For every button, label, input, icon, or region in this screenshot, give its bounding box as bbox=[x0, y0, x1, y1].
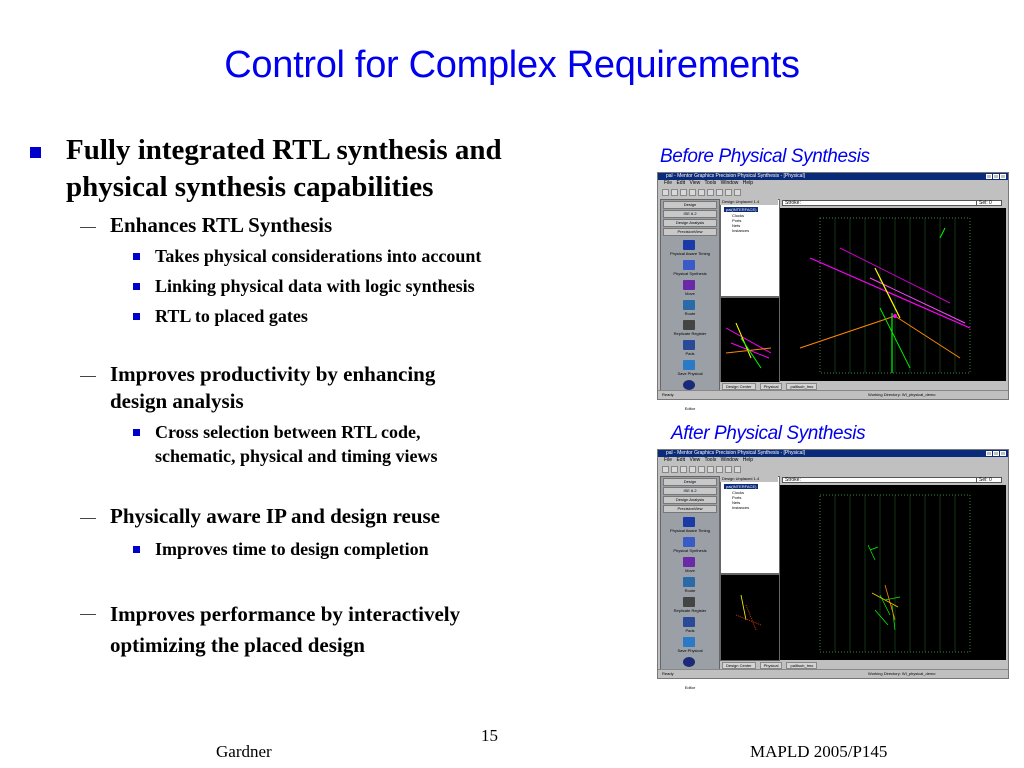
zoom-in-icon[interactable] bbox=[698, 466, 705, 473]
menu-edit[interactable]: Edit bbox=[676, 180, 686, 186]
magnifier-icon[interactable] bbox=[683, 380, 695, 390]
square-bullet-icon bbox=[30, 147, 41, 158]
tab-unplaced[interactable]: Unplaced bbox=[735, 199, 753, 204]
status-text: Ready bbox=[662, 392, 674, 397]
screenshot-before bbox=[657, 172, 1009, 411]
bottom-tabs bbox=[720, 661, 1006, 669]
minimize-icon[interactable] bbox=[986, 174, 992, 179]
replicate-register-icon[interactable] bbox=[683, 597, 695, 607]
sub-bullet-text: design analysis bbox=[110, 389, 244, 413]
magnifier-icon[interactable] bbox=[683, 657, 695, 667]
zoom-in-icon[interactable] bbox=[698, 189, 705, 196]
new-file-icon[interactable] bbox=[662, 189, 669, 196]
action-label: Move bbox=[685, 291, 695, 296]
window-controls bbox=[986, 174, 1006, 179]
tab-file[interactable]: pal6sub_tmo bbox=[786, 662, 817, 669]
item-text: Improves time to design completion bbox=[155, 539, 429, 559]
item-bullet bbox=[30, 274, 630, 298]
stroke-bar bbox=[780, 476, 1006, 484]
arrow-icon[interactable] bbox=[725, 466, 732, 473]
tree-tabs bbox=[720, 476, 778, 482]
action-label: Route bbox=[684, 311, 696, 316]
print-icon[interactable] bbox=[689, 466, 696, 473]
action-label: Physical Synthesis bbox=[673, 548, 707, 553]
sidebar-button-precisionview[interactable]: PrecisionView bbox=[663, 505, 717, 513]
small-square-bullet-icon bbox=[133, 283, 140, 290]
action-label: Editor bbox=[684, 406, 696, 411]
sub-bullet-text: Improves productivity by enhancing bbox=[110, 362, 436, 386]
sub-bullet-productivity bbox=[30, 361, 630, 415]
stroke-field[interactable] bbox=[782, 477, 980, 483]
route-icon[interactable] bbox=[683, 300, 695, 310]
tree-item-clocks[interactable]: Clocks bbox=[732, 213, 745, 218]
action-label: Editor bbox=[684, 685, 696, 690]
action-label: Physical Aware Timing bbox=[670, 251, 710, 256]
synthesis-icon[interactable] bbox=[683, 260, 695, 270]
minimap-panel[interactable] bbox=[720, 297, 780, 384]
menu-file[interactable]: File bbox=[664, 180, 673, 186]
sidebar-button-ise[interactable]: ISE 6.2 bbox=[663, 487, 717, 495]
bottom-tabs bbox=[720, 382, 1006, 390]
small-square-bullet-icon bbox=[133, 429, 140, 436]
physical-canvas[interactable] bbox=[780, 208, 1006, 381]
caption-before: Before Physical Synthesis bbox=[660, 146, 870, 167]
toolbar bbox=[658, 464, 1008, 474]
tree-item-instances[interactable]: Instances bbox=[732, 505, 750, 510]
toolbar bbox=[658, 187, 1008, 197]
dash-bullet-icon bbox=[80, 518, 96, 519]
dash-bullet-icon bbox=[80, 376, 96, 377]
sub-bullet-text: optimizing the placed design bbox=[110, 633, 365, 657]
tree-item-nets[interactable]: Nets bbox=[732, 500, 741, 505]
menu-tools[interactable]: Tools bbox=[704, 457, 717, 463]
action-label: Physical Aware Timing bbox=[670, 528, 710, 533]
item-text: schematic, physical and timing views bbox=[155, 446, 438, 466]
small-square-bullet-icon bbox=[133, 253, 140, 260]
action-label: Replicate Register bbox=[673, 608, 707, 613]
sidebar-button-precisionview[interactable]: PrecisionView bbox=[663, 228, 717, 236]
tree-root[interactable]: pal(INTERFACE) bbox=[726, 207, 757, 212]
sel-label: Sel: bbox=[979, 200, 988, 206]
menu-window[interactable]: Window bbox=[720, 180, 739, 186]
status-text: Ready bbox=[662, 671, 674, 676]
main-bullet bbox=[30, 132, 630, 206]
stroke-label: Stroke: bbox=[785, 477, 801, 483]
action-label: Replicate Register bbox=[673, 331, 707, 336]
maximize-icon[interactable] bbox=[993, 451, 999, 456]
menu-window[interactable]: Window bbox=[720, 457, 739, 463]
dash-bullet-icon bbox=[80, 227, 96, 228]
sel-value: 0 bbox=[989, 477, 992, 483]
new-file-icon[interactable] bbox=[662, 466, 669, 473]
menu-tools[interactable]: Tools bbox=[704, 180, 717, 186]
help-icon[interactable] bbox=[734, 466, 741, 473]
tree-root[interactable]: pal(INTERFACE) bbox=[726, 484, 757, 489]
close-icon[interactable] bbox=[1000, 451, 1006, 456]
item-text: Cross selection between RTL code, bbox=[155, 422, 421, 442]
save-icon[interactable] bbox=[680, 466, 687, 473]
tree-item-nets[interactable]: Nets bbox=[732, 223, 741, 228]
menu-edit[interactable]: Edit bbox=[676, 457, 686, 463]
minimap-nets bbox=[721, 575, 779, 660]
design-tree-panel bbox=[720, 476, 780, 574]
item-bullet bbox=[30, 420, 630, 468]
close-icon[interactable] bbox=[1000, 174, 1006, 179]
minimap-panel[interactable] bbox=[720, 574, 780, 661]
sidebar-button-ise[interactable]: ISE 6.2 bbox=[663, 210, 717, 218]
tree-tabs bbox=[720, 199, 778, 205]
open-folder-icon[interactable] bbox=[671, 189, 678, 196]
print-icon[interactable] bbox=[689, 189, 696, 196]
sel-label: Sel: bbox=[979, 477, 988, 483]
main-bullet-line-1: Fully integrated RTL synthesis and bbox=[66, 134, 502, 166]
working-directory: Working Directory: Wl_physical_demo bbox=[868, 392, 936, 397]
footer-conference: MAPLD 2005/P145 bbox=[750, 742, 888, 761]
save-physical-icon[interactable] bbox=[683, 637, 695, 647]
maximize-icon[interactable] bbox=[993, 174, 999, 179]
sidebar-button-design-analysis[interactable]: Design Analysis bbox=[663, 496, 717, 504]
working-directory: Working Directory: Wl_physical_demo bbox=[868, 671, 936, 676]
tree-item-instances[interactable]: Instances bbox=[732, 228, 750, 233]
stroke-field[interactable] bbox=[782, 200, 980, 206]
sidebar-button-design-analysis[interactable]: Design Analysis bbox=[663, 219, 717, 227]
slide-title: Control for Complex Requirements bbox=[224, 44, 800, 86]
window-controls bbox=[986, 451, 1006, 456]
tab-unplaced[interactable]: Unplaced bbox=[735, 476, 753, 481]
minimize-icon[interactable] bbox=[986, 451, 992, 456]
zoom-out-icon[interactable] bbox=[707, 189, 714, 196]
item-bullet bbox=[30, 304, 630, 328]
sub-bullet-ip-reuse bbox=[30, 503, 630, 530]
tree-item-clocks[interactable]: Clocks bbox=[732, 490, 745, 495]
arrow-icon[interactable] bbox=[725, 189, 732, 196]
status-bar bbox=[658, 390, 1008, 399]
page-number: 15 bbox=[481, 726, 498, 745]
help-icon[interactable] bbox=[734, 189, 741, 196]
tree-item-ports[interactable]: Ports bbox=[732, 495, 742, 500]
sub-bullet-text: Improves performance by interactively bbox=[110, 602, 461, 626]
stroke-label: Stroke: bbox=[785, 200, 801, 206]
action-label: Move bbox=[685, 568, 695, 573]
menu-bar bbox=[658, 457, 1008, 464]
timing-icon[interactable] bbox=[683, 240, 695, 250]
window-title-bar bbox=[658, 450, 1008, 457]
tab-design[interactable]: Design bbox=[722, 476, 735, 481]
move-icon[interactable] bbox=[683, 280, 695, 290]
action-label: Save Physical bbox=[677, 371, 703, 376]
save-physical-icon[interactable] bbox=[683, 360, 695, 370]
tab-physical[interactable]: Physical bbox=[760, 383, 783, 390]
sidebar-button-design[interactable]: Design bbox=[663, 201, 717, 209]
menu-view[interactable]: View bbox=[689, 180, 701, 186]
menu-bar bbox=[658, 180, 1008, 187]
sub-bullet-enhances bbox=[30, 212, 630, 239]
sub-bullet-text: Enhances RTL Synthesis bbox=[110, 213, 333, 237]
tab-version[interactable]: 1.4 bbox=[753, 199, 760, 204]
item-text: Linking physical data with logic synthesis bbox=[155, 276, 475, 296]
tab-version[interactable]: 1.4 bbox=[753, 476, 760, 481]
tab-design-center[interactable]: Design Center bbox=[722, 662, 756, 669]
save-icon[interactable] bbox=[680, 189, 687, 196]
sub-bullet-performance bbox=[30, 599, 630, 661]
design-tree-panel bbox=[720, 199, 780, 297]
window-title-bar bbox=[658, 173, 1008, 180]
menu-file[interactable]: File bbox=[664, 457, 673, 463]
zoom-out-icon[interactable] bbox=[707, 466, 714, 473]
menu-view[interactable]: View bbox=[689, 457, 701, 463]
status-bar bbox=[658, 669, 1008, 678]
window-title: pal - Mentor Graphics Precision Physical Synthesis - [Physical] bbox=[666, 450, 805, 456]
action-label: Save Physical bbox=[677, 648, 703, 653]
route-icon[interactable] bbox=[683, 577, 695, 587]
sub-bullet-text: Physically aware IP and design reuse bbox=[110, 504, 441, 528]
tree-item-ports[interactable]: Ports bbox=[732, 218, 742, 223]
floorplan-before bbox=[780, 208, 1004, 379]
tab-design[interactable]: Design bbox=[722, 199, 735, 204]
footer-author: Gardner bbox=[216, 742, 272, 761]
search-icon[interactable] bbox=[716, 466, 723, 473]
item-bullet bbox=[30, 244, 630, 268]
sel-field[interactable] bbox=[976, 477, 1002, 483]
small-square-bullet-icon bbox=[133, 313, 140, 320]
pads-icon[interactable] bbox=[683, 617, 695, 627]
floorplan-after bbox=[780, 485, 1004, 658]
timing-icon[interactable] bbox=[683, 517, 695, 527]
tab-physical[interactable]: Physical bbox=[760, 662, 783, 669]
search-icon[interactable] bbox=[716, 189, 723, 196]
small-square-bullet-icon bbox=[133, 546, 140, 553]
pads-icon[interactable] bbox=[683, 340, 695, 350]
menu-help[interactable]: Help bbox=[742, 180, 754, 186]
window-title: pal - Mentor Graphics Precision Physical Synthesis - [Physical] bbox=[666, 173, 805, 179]
action-label: Route bbox=[684, 588, 696, 593]
dash-bullet-icon bbox=[80, 614, 96, 615]
action-label: Pads bbox=[685, 628, 695, 633]
tab-file[interactable]: pal6sub_tmo bbox=[786, 383, 817, 390]
sel-field[interactable] bbox=[976, 200, 1002, 206]
sidebar-button-design[interactable]: Design bbox=[663, 478, 717, 486]
replicate-register-icon[interactable] bbox=[683, 320, 695, 330]
action-label: Pads bbox=[685, 351, 695, 356]
item-bullet bbox=[30, 537, 630, 561]
sel-value: 0 bbox=[989, 200, 992, 206]
physical-canvas[interactable] bbox=[780, 485, 1006, 660]
bullet-list bbox=[30, 132, 630, 661]
screenshot-after bbox=[657, 449, 1009, 690]
tab-design-center[interactable]: Design Center bbox=[722, 383, 756, 390]
main-bullet-line-2: physical synthesis capabilities bbox=[66, 171, 434, 203]
stroke-bar bbox=[780, 199, 1006, 207]
caption-after: After Physical Synthesis bbox=[671, 423, 866, 444]
synthesis-icon[interactable] bbox=[683, 537, 695, 547]
open-folder-icon[interactable] bbox=[671, 466, 678, 473]
menu-help[interactable]: Help bbox=[742, 457, 754, 463]
action-label: Physical Synthesis bbox=[673, 271, 707, 276]
item-text: RTL to placed gates bbox=[155, 306, 308, 326]
minimap-nets bbox=[721, 298, 779, 383]
item-text: Takes physical considerations into account bbox=[155, 246, 482, 266]
move-icon[interactable] bbox=[683, 557, 695, 567]
